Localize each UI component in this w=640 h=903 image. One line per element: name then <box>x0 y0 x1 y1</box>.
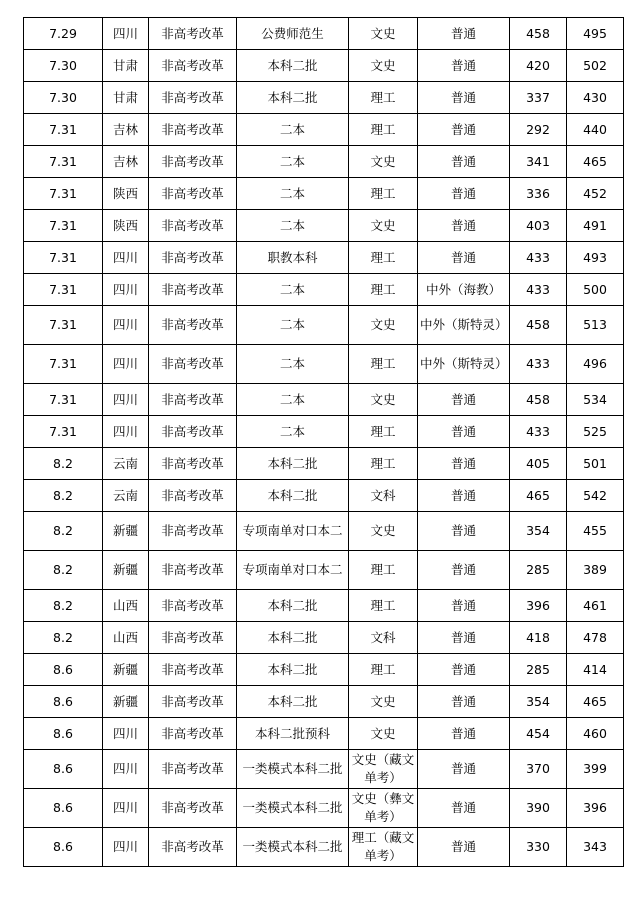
date-cell: 7.30 <box>24 50 103 82</box>
enrollment-type-cell: 普通 <box>418 242 510 274</box>
max-score-cell: 455 <box>567 512 624 551</box>
max-score-cell: 440 <box>567 114 624 146</box>
min-score-cell: 285 <box>510 654 567 686</box>
enrollment-type-cell: 普通 <box>418 590 510 622</box>
batch-cell: 本科二批 <box>237 50 349 82</box>
max-score-cell: 525 <box>567 416 624 448</box>
admission-score-table <box>23 17 624 867</box>
province-cell: 吉林 <box>103 146 149 178</box>
min-score-cell: 433 <box>510 274 567 306</box>
batch-cell: 本科二批 <box>237 590 349 622</box>
province-cell: 四川 <box>103 750 149 789</box>
table-row <box>24 789 624 828</box>
reform-type-cell: 非高考改革 <box>149 210 237 242</box>
max-score-cell: 414 <box>567 654 624 686</box>
batch-cell: 二本 <box>237 384 349 416</box>
reform-type-cell: 非高考改革 <box>149 480 237 512</box>
min-score-cell: 420 <box>510 50 567 82</box>
reform-type-cell: 非高考改革 <box>149 686 237 718</box>
subject-cell: 理工 <box>349 345 418 384</box>
max-score-cell: 542 <box>567 480 624 512</box>
table-row <box>24 114 624 146</box>
max-score-cell: 343 <box>567 828 624 867</box>
batch-cell: 二本 <box>237 416 349 448</box>
enrollment-type-cell: 中外（斯特灵） <box>418 306 510 345</box>
date-cell: 8.6 <box>24 654 103 686</box>
min-score-cell: 418 <box>510 622 567 654</box>
enrollment-type-cell: 普通 <box>418 416 510 448</box>
province-cell: 四川 <box>103 718 149 750</box>
date-cell: 8.6 <box>24 686 103 718</box>
min-score-cell: 458 <box>510 18 567 50</box>
subject-cell: 理工 <box>349 416 418 448</box>
reform-type-cell: 非高考改革 <box>149 416 237 448</box>
enrollment-type-cell: 普通 <box>418 114 510 146</box>
province-cell: 四川 <box>103 416 149 448</box>
province-cell: 新疆 <box>103 654 149 686</box>
subject-cell: 文史 <box>349 718 418 750</box>
batch-cell: 一类模式本科二批 <box>237 789 349 828</box>
province-cell: 新疆 <box>103 686 149 718</box>
subject-cell: 文史（藏文单考） <box>349 750 418 789</box>
date-cell: 7.31 <box>24 178 103 210</box>
table-row <box>24 448 624 480</box>
province-cell: 四川 <box>103 242 149 274</box>
enrollment-type-cell: 普通 <box>418 654 510 686</box>
table-row <box>24 622 624 654</box>
table-row <box>24 210 624 242</box>
table-row <box>24 306 624 345</box>
max-score-cell: 500 <box>567 274 624 306</box>
batch-cell: 二本 <box>237 178 349 210</box>
subject-cell: 文史 <box>349 686 418 718</box>
date-cell: 7.31 <box>24 274 103 306</box>
table-row <box>24 686 624 718</box>
min-score-cell: 405 <box>510 448 567 480</box>
min-score-cell: 403 <box>510 210 567 242</box>
batch-cell: 一类模式本科二批 <box>237 828 349 867</box>
enrollment-type-cell: 普通 <box>418 146 510 178</box>
province-cell: 四川 <box>103 789 149 828</box>
province-cell: 四川 <box>103 828 149 867</box>
province-cell: 甘肃 <box>103 82 149 114</box>
max-score-cell: 465 <box>567 686 624 718</box>
reform-type-cell: 非高考改革 <box>149 82 237 114</box>
table-row <box>24 146 624 178</box>
date-cell: 8.2 <box>24 551 103 590</box>
enrollment-type-cell: 普通 <box>418 82 510 114</box>
batch-cell: 本科二批 <box>237 82 349 114</box>
province-cell: 新疆 <box>103 551 149 590</box>
date-cell: 8.2 <box>24 622 103 654</box>
province-cell: 山西 <box>103 622 149 654</box>
province-cell: 四川 <box>103 274 149 306</box>
province-cell: 吉林 <box>103 114 149 146</box>
table-row <box>24 654 624 686</box>
reform-type-cell: 非高考改革 <box>149 718 237 750</box>
min-score-cell: 433 <box>510 345 567 384</box>
table-row <box>24 828 624 867</box>
table-row <box>24 416 624 448</box>
batch-cell: 本科二批预科 <box>237 718 349 750</box>
max-score-cell: 491 <box>567 210 624 242</box>
max-score-cell: 465 <box>567 146 624 178</box>
min-score-cell: 337 <box>510 82 567 114</box>
min-score-cell: 433 <box>510 416 567 448</box>
reform-type-cell: 非高考改革 <box>149 654 237 686</box>
reform-type-cell: 非高考改革 <box>149 18 237 50</box>
table-row <box>24 512 624 551</box>
enrollment-type-cell: 普通 <box>418 828 510 867</box>
batch-cell: 二本 <box>237 210 349 242</box>
min-score-cell: 336 <box>510 178 567 210</box>
max-score-cell: 534 <box>567 384 624 416</box>
enrollment-type-cell: 普通 <box>418 448 510 480</box>
max-score-cell: 495 <box>567 18 624 50</box>
batch-cell: 本科二批 <box>237 686 349 718</box>
province-cell: 山西 <box>103 590 149 622</box>
enrollment-type-cell: 普通 <box>418 18 510 50</box>
max-score-cell: 399 <box>567 750 624 789</box>
min-score-cell: 458 <box>510 384 567 416</box>
date-cell: 7.31 <box>24 384 103 416</box>
subject-cell: 文史 <box>349 306 418 345</box>
subject-cell: 文史 <box>349 18 418 50</box>
subject-cell: 理工 <box>349 654 418 686</box>
enrollment-type-cell: 普通 <box>418 789 510 828</box>
subject-cell: 理工 <box>349 242 418 274</box>
subject-cell: 理工 <box>349 551 418 590</box>
subject-cell: 理工 <box>349 590 418 622</box>
enrollment-type-cell: 普通 <box>418 718 510 750</box>
reform-type-cell: 非高考改革 <box>149 50 237 82</box>
batch-cell: 二本 <box>237 146 349 178</box>
table-row <box>24 18 624 50</box>
enrollment-type-cell: 普通 <box>418 50 510 82</box>
date-cell: 7.31 <box>24 114 103 146</box>
reform-type-cell: 非高考改革 <box>149 789 237 828</box>
reform-type-cell: 非高考改革 <box>149 828 237 867</box>
batch-cell: 职教本科 <box>237 242 349 274</box>
province-cell: 云南 <box>103 480 149 512</box>
subject-cell: 理工（藏文单考） <box>349 828 418 867</box>
min-score-cell: 354 <box>510 512 567 551</box>
max-score-cell: 461 <box>567 590 624 622</box>
enrollment-type-cell: 普通 <box>418 750 510 789</box>
table-row <box>24 480 624 512</box>
max-score-cell: 493 <box>567 242 624 274</box>
province-cell: 四川 <box>103 18 149 50</box>
date-cell: 7.31 <box>24 306 103 345</box>
subject-cell: 理工 <box>349 274 418 306</box>
date-cell: 8.6 <box>24 828 103 867</box>
reform-type-cell: 非高考改革 <box>149 750 237 789</box>
reform-type-cell: 非高考改革 <box>149 345 237 384</box>
reform-type-cell: 非高考改革 <box>149 512 237 551</box>
min-score-cell: 354 <box>510 686 567 718</box>
table-row <box>24 750 624 789</box>
min-score-cell: 292 <box>510 114 567 146</box>
date-cell: 7.31 <box>24 210 103 242</box>
max-score-cell: 496 <box>567 345 624 384</box>
table-row <box>24 242 624 274</box>
subject-cell: 文史 <box>349 146 418 178</box>
batch-cell: 二本 <box>237 274 349 306</box>
max-score-cell: 430 <box>567 82 624 114</box>
enrollment-type-cell: 中外（海教） <box>418 274 510 306</box>
date-cell: 8.2 <box>24 512 103 551</box>
enrollment-type-cell: 普通 <box>418 480 510 512</box>
min-score-cell: 285 <box>510 551 567 590</box>
reform-type-cell: 非高考改革 <box>149 114 237 146</box>
max-score-cell: 502 <box>567 50 624 82</box>
table-row <box>24 590 624 622</box>
table-row <box>24 551 624 590</box>
reform-type-cell: 非高考改革 <box>149 274 237 306</box>
admission-score-table-container <box>23 17 624 867</box>
max-score-cell: 389 <box>567 551 624 590</box>
min-score-cell: 330 <box>510 828 567 867</box>
province-cell: 甘肃 <box>103 50 149 82</box>
province-cell: 陕西 <box>103 178 149 210</box>
enrollment-type-cell: 普通 <box>418 551 510 590</box>
province-cell: 云南 <box>103 448 149 480</box>
table-row <box>24 50 624 82</box>
subject-cell: 理工 <box>349 114 418 146</box>
subject-cell: 理工 <box>349 82 418 114</box>
min-score-cell: 458 <box>510 306 567 345</box>
date-cell: 8.2 <box>24 590 103 622</box>
min-score-cell: 390 <box>510 789 567 828</box>
reform-type-cell: 非高考改革 <box>149 551 237 590</box>
batch-cell: 一类模式本科二批 <box>237 750 349 789</box>
table-row <box>24 178 624 210</box>
subject-cell: 文史 <box>349 210 418 242</box>
province-cell: 新疆 <box>103 512 149 551</box>
enrollment-type-cell: 普通 <box>418 210 510 242</box>
reform-type-cell: 非高考改革 <box>149 242 237 274</box>
reform-type-cell: 非高考改革 <box>149 146 237 178</box>
enrollment-type-cell: 普通 <box>418 512 510 551</box>
date-cell: 8.6 <box>24 750 103 789</box>
province-cell: 四川 <box>103 306 149 345</box>
subject-cell: 理工 <box>349 448 418 480</box>
date-cell: 8.2 <box>24 448 103 480</box>
max-score-cell: 501 <box>567 448 624 480</box>
batch-cell: 公费师范生 <box>237 18 349 50</box>
max-score-cell: 452 <box>567 178 624 210</box>
table-row <box>24 82 624 114</box>
table-row <box>24 384 624 416</box>
batch-cell: 二本 <box>237 306 349 345</box>
subject-cell: 文科 <box>349 622 418 654</box>
table-row <box>24 718 624 750</box>
min-score-cell: 433 <box>510 242 567 274</box>
subject-cell: 文史 <box>349 50 418 82</box>
reform-type-cell: 非高考改革 <box>149 306 237 345</box>
min-score-cell: 370 <box>510 750 567 789</box>
max-score-cell: 396 <box>567 789 624 828</box>
batch-cell: 本科二批 <box>237 480 349 512</box>
date-cell: 7.31 <box>24 242 103 274</box>
table-row <box>24 274 624 306</box>
reform-type-cell: 非高考改革 <box>149 178 237 210</box>
enrollment-type-cell: 普通 <box>418 384 510 416</box>
reform-type-cell: 非高考改革 <box>149 622 237 654</box>
batch-cell: 专项南单对口本二 <box>237 551 349 590</box>
reform-type-cell: 非高考改革 <box>149 448 237 480</box>
reform-type-cell: 非高考改革 <box>149 384 237 416</box>
province-cell: 陕西 <box>103 210 149 242</box>
date-cell: 8.6 <box>24 718 103 750</box>
batch-cell: 本科二批 <box>237 448 349 480</box>
subject-cell: 理工 <box>349 178 418 210</box>
date-cell: 7.30 <box>24 82 103 114</box>
batch-cell: 专项南单对口本二 <box>237 512 349 551</box>
date-cell: 7.31 <box>24 146 103 178</box>
batch-cell: 二本 <box>237 345 349 384</box>
subject-cell: 文史 <box>349 512 418 551</box>
province-cell: 四川 <box>103 345 149 384</box>
reform-type-cell: 非高考改革 <box>149 590 237 622</box>
date-cell: 7.31 <box>24 345 103 384</box>
enrollment-type-cell: 中外（斯特灵） <box>418 345 510 384</box>
table-row <box>24 345 624 384</box>
date-cell: 7.31 <box>24 416 103 448</box>
enrollment-type-cell: 普通 <box>418 622 510 654</box>
min-score-cell: 396 <box>510 590 567 622</box>
subject-cell: 文史（彝文单考） <box>349 789 418 828</box>
date-cell: 7.29 <box>24 18 103 50</box>
batch-cell: 本科二批 <box>237 622 349 654</box>
subject-cell: 文史 <box>349 384 418 416</box>
date-cell: 8.6 <box>24 789 103 828</box>
max-score-cell: 513 <box>567 306 624 345</box>
province-cell: 四川 <box>103 384 149 416</box>
min-score-cell: 454 <box>510 718 567 750</box>
min-score-cell: 341 <box>510 146 567 178</box>
batch-cell: 二本 <box>237 114 349 146</box>
date-cell: 8.2 <box>24 480 103 512</box>
min-score-cell: 465 <box>510 480 567 512</box>
enrollment-type-cell: 普通 <box>418 178 510 210</box>
subject-cell: 文科 <box>349 480 418 512</box>
batch-cell: 本科二批 <box>237 654 349 686</box>
max-score-cell: 460 <box>567 718 624 750</box>
max-score-cell: 478 <box>567 622 624 654</box>
enrollment-type-cell: 普通 <box>418 686 510 718</box>
